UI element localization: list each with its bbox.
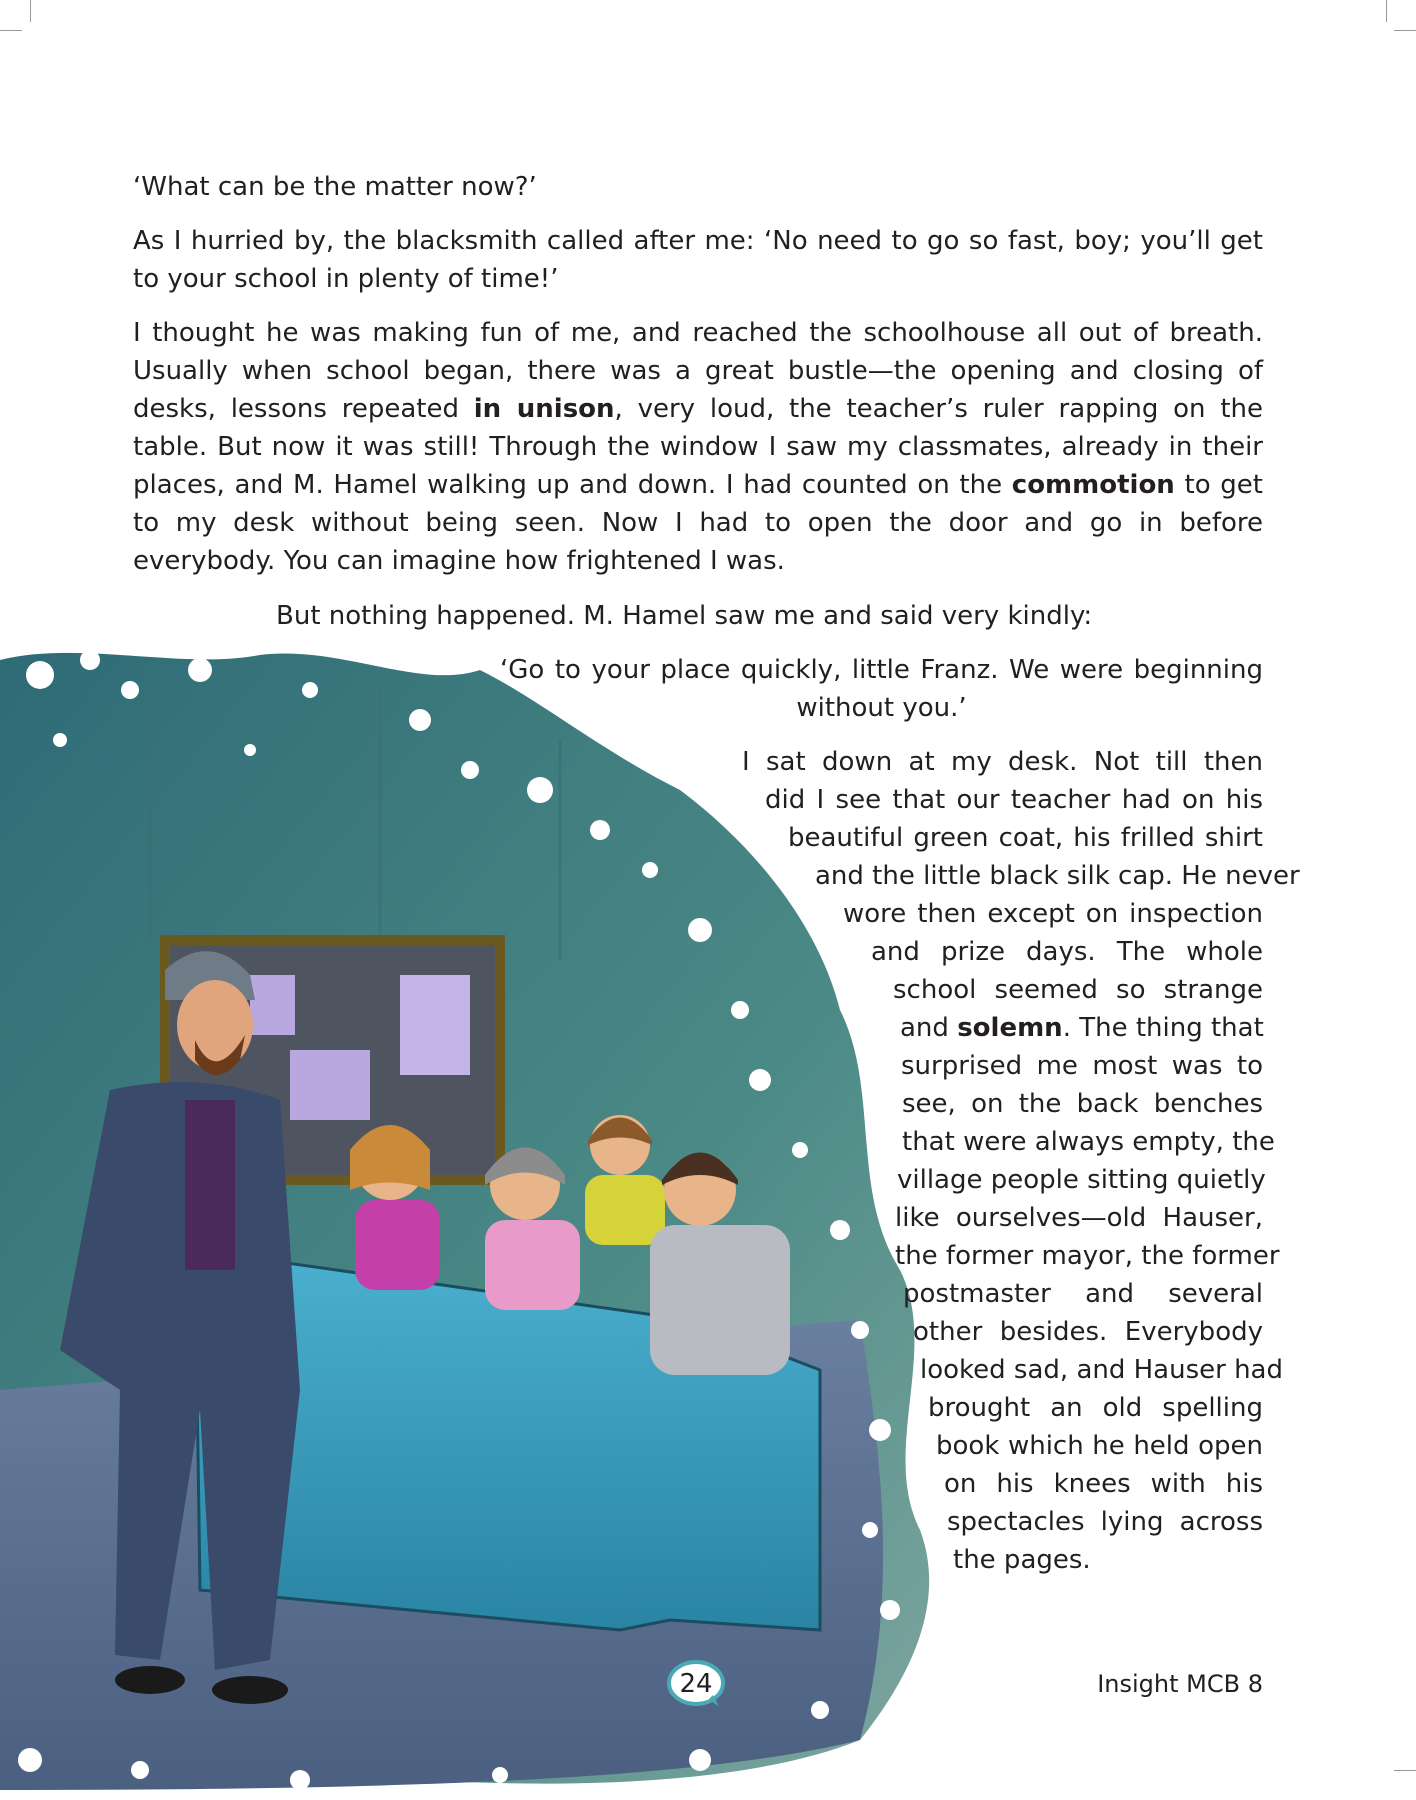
paragraph-text bbox=[133, 314, 1263, 580]
paragraph-line bbox=[900, 1009, 1263, 1047]
paragraph-line: and prize days. The whole bbox=[871, 937, 1263, 967]
crop-mark-top-left-h bbox=[0, 30, 22, 31]
paragraph-line: spectacles lying across bbox=[947, 1507, 1263, 1537]
paragraph-line: the pages. bbox=[953, 1545, 1091, 1575]
pinned-note-1 bbox=[250, 975, 295, 1035]
paragraph-line: like ourselves—old Hauser, bbox=[895, 1203, 1263, 1233]
paragraph-line: village people sitting quietly bbox=[897, 1165, 1266, 1195]
paragraph-line: brought an old spelling bbox=[928, 1393, 1263, 1423]
paragraph-line: see, on the back benches bbox=[902, 1089, 1263, 1119]
paragraph-line: did I see that our teacher had on his bbox=[765, 785, 1263, 815]
text-run: . The thing that bbox=[1062, 1013, 1264, 1043]
text-run: , very loud, the teacher’s ruler rapping on the table. But now it was still! Through the window I saw my classmates, already in their places, and M. Hamel walking up and down. I had counted on the bbox=[133, 394, 1263, 500]
paragraph-line: that were always empty, the bbox=[902, 1127, 1275, 1157]
paragraph-line: postmaster and several bbox=[903, 1279, 1263, 1309]
paragraph-line: the former mayor, the former bbox=[895, 1241, 1280, 1271]
paragraph-line: school seemed so strange bbox=[893, 975, 1263, 1005]
pinned-note-2 bbox=[290, 1050, 370, 1120]
text-run: I thought he was making fun of me, and reached the schoolhouse all out of breath. Usually when school began, there was a great bustle—the opening and closing of desks, lessons repeated bbox=[133, 318, 1263, 424]
paragraph-line: and the little black silk cap. He never bbox=[815, 861, 1300, 891]
paragraph-line: wore then except on inspection bbox=[843, 899, 1263, 929]
paragraph-line: beautiful green coat, his frilled shirt bbox=[788, 823, 1263, 853]
vocab-word-commotion: commotion bbox=[1011, 470, 1175, 500]
crop-mark-top-right bbox=[1386, 0, 1387, 22]
paragraph-line: book which he held open bbox=[936, 1431, 1263, 1461]
paragraph-text: ‘What can be the matter now?’ bbox=[133, 172, 537, 202]
story-paragraph-1 bbox=[133, 168, 1263, 206]
pinned-note-3 bbox=[400, 975, 470, 1075]
book-title: Insight MCB 8 bbox=[1097, 1670, 1263, 1698]
paragraph-text: As I hurried by, the blacksmith called after me: ‘No need to go so fast, boy; you’ll get to your school in plenty of time!’ bbox=[133, 226, 1263, 294]
paragraph-line: looked sad, and Hauser had bbox=[920, 1355, 1283, 1385]
vocab-word-in-unison: in unison bbox=[473, 394, 615, 424]
story-paragraph-5: ‘Go to your place quickly, little Franz. We were beginning without you.’ bbox=[500, 655, 1263, 723]
page-number: 24 bbox=[679, 1669, 713, 1699]
crop-mark-bottom-right bbox=[1394, 1770, 1416, 1771]
paragraph-line: other besides. Everybody bbox=[913, 1317, 1263, 1347]
crop-mark-top-right-h bbox=[1394, 30, 1416, 31]
paragraph-line: I sat down at my desk. Not till then bbox=[742, 747, 1263, 777]
story-paragraph-3 bbox=[133, 314, 1263, 580]
text-run: to get to my desk without being seen. Now I had to open the door and go in before everybody. You can imagine how frightened I was. bbox=[133, 470, 1263, 576]
paragraph-line: on his knees with his bbox=[944, 1469, 1263, 1499]
vocab-word-solemn: solemn bbox=[957, 1013, 1063, 1043]
text-run: and bbox=[900, 1013, 958, 1043]
story-paragraph-4: But nothing happened. M. Hamel saw me and said very kindly: bbox=[276, 601, 1093, 631]
crop-mark-top-left bbox=[30, 0, 31, 22]
paragraph-line: surprised me most was to bbox=[901, 1051, 1263, 1081]
story-paragraph-2 bbox=[133, 222, 1263, 298]
